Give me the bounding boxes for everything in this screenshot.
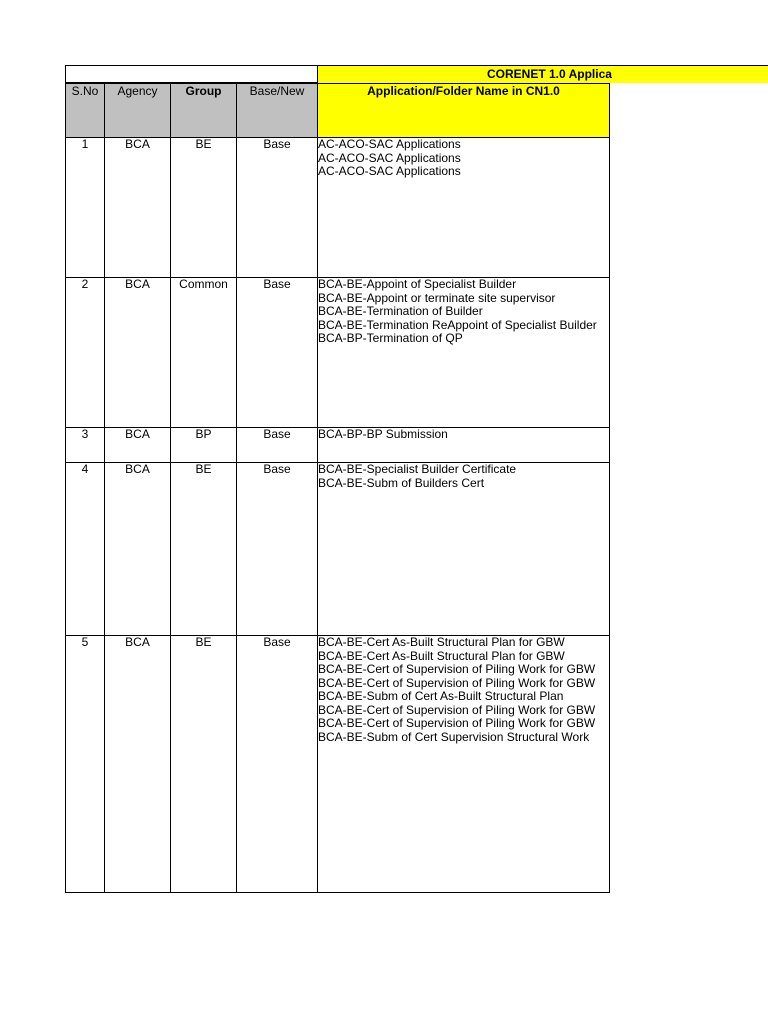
application-item: BCA-BP-BP Submission — [318, 427, 448, 441]
header-application[interactable]: Application/Folder Name in CN1.0 — [318, 84, 610, 138]
cell-application[interactable] — [318, 278, 610, 428]
application-item: AC-ACO-SAC Applications — [318, 164, 461, 178]
cell-application[interactable] — [318, 428, 610, 463]
table-row — [66, 636, 610, 893]
application-item: BCA-BE-Cert As-Built Structural Plan for GBW — [318, 635, 565, 649]
application-item: BCA-BE-Cert As-Built Structural Plan for GBW — [318, 648, 565, 663]
application-item: AC-ACO-SAC Applications — [318, 137, 461, 151]
cell-application[interactable] — [318, 138, 610, 278]
cell-agency[interactable]: BCA — [105, 278, 171, 428]
table-row — [66, 278, 610, 428]
banner-title[interactable]: CORENET 1.0 Applica — [317, 65, 768, 83]
cell-agency[interactable]: BCA — [105, 636, 171, 893]
cell-application[interactable] — [318, 636, 610, 893]
application-item: BCA-BE-Cert of Supervision of Piling Work for GBW — [318, 675, 596, 690]
cell-base-new[interactable]: Base — [237, 463, 318, 636]
table-row — [66, 463, 610, 636]
header-row — [66, 84, 610, 138]
cell-sno[interactable]: 1 — [66, 138, 105, 278]
header-sno[interactable]: S.No — [66, 84, 105, 138]
applications-table — [65, 83, 610, 893]
application-item: BCA-BE-Subm of Cert As-Built Structural Plan — [318, 689, 564, 703]
application-item: BCA-BE-Cert of Supervision of Piling Work for GBW — [318, 716, 596, 730]
cell-agency[interactable]: BCA — [105, 463, 171, 636]
cell-group[interactable]: BE — [171, 463, 237, 636]
header-base-new[interactable]: Base/New — [237, 84, 318, 138]
cell-agency[interactable]: BCA — [105, 428, 171, 463]
cell-sno[interactable]: 2 — [66, 278, 105, 428]
cell-group[interactable]: BP — [171, 428, 237, 463]
application-item: BCA-BE-Termination of Builder — [318, 304, 483, 318]
application-item: BCA-BP-Termination of QP — [318, 331, 463, 345]
cell-sno[interactable]: 4 — [66, 463, 105, 636]
application-item: BCA-BE-Subm of Builders Cert — [318, 475, 485, 490]
cell-group[interactable]: BE — [171, 138, 237, 278]
cell-agency[interactable]: BCA — [105, 138, 171, 278]
header-group[interactable]: Group — [171, 84, 237, 138]
banner-empty-cell[interactable] — [65, 65, 317, 83]
application-item: BCA-BE-Appoint or terminate site supervisor — [318, 290, 556, 305]
application-item: BCA-BE-Specialist Builder Certificate — [318, 462, 517, 476]
application-item: BCA-BE-Subm of Cert Supervision Structural Work — [318, 729, 590, 744]
table-row — [66, 138, 610, 278]
cell-application[interactable] — [318, 463, 610, 636]
application-item: BCA-BE-Cert of Supervision of Piling Work for GBW — [318, 702, 596, 717]
header-agency[interactable]: Agency — [105, 84, 171, 138]
cell-base-new[interactable]: Base — [237, 278, 318, 428]
cell-base-new[interactable]: Base — [237, 428, 318, 463]
table-row — [66, 428, 610, 463]
cell-sno[interactable]: 5 — [66, 636, 105, 893]
application-item: BCA-BE-Cert of Supervision of Piling Work for GBW — [318, 662, 596, 676]
cell-base-new[interactable]: Base — [237, 138, 318, 278]
cell-base-new[interactable]: Base — [237, 636, 318, 893]
application-item: AC-ACO-SAC Applications — [318, 150, 461, 165]
cell-group[interactable]: BE — [171, 636, 237, 893]
application-item: BCA-BE-Appoint of Specialist Builder — [318, 277, 517, 291]
cell-sno[interactable]: 3 — [66, 428, 105, 463]
cell-group[interactable]: Common — [171, 278, 237, 428]
application-item: BCA-BE-Termination ReAppoint of Specialist Builder — [318, 317, 597, 332]
